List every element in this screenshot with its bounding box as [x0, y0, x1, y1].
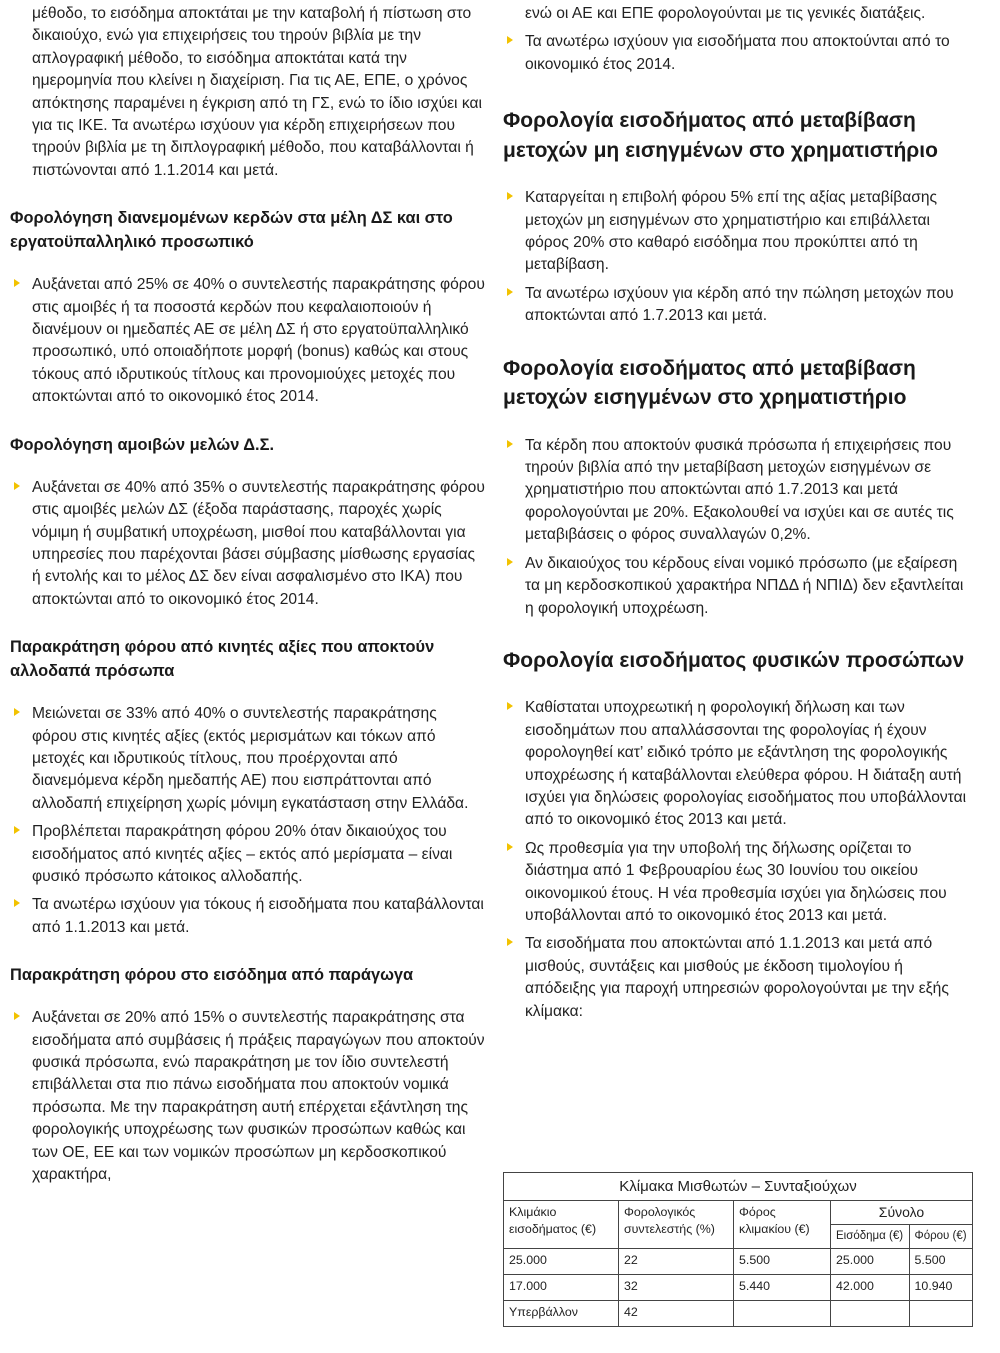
section-heading-individuals: Φορολογία εισοδήματος φυσικών προσώπων: [503, 648, 965, 672]
col-header-bracket: Κλιμάκιο εισοδήματος (€): [504, 1201, 619, 1249]
cell-bracket-tax: 5.500: [734, 1249, 831, 1275]
section-heading-board-fees: Φορολόγηση αμοιβών μελών Δ.Σ.: [10, 435, 274, 454]
col-header-bracket-tax: Φόρος κλιμακίου (€): [734, 1201, 831, 1249]
list-item: Αυξάνεται από 25% σε 40% ο συντελεστής παρακράτησης φόρου στις αμοιβές ή τα ποσοστά κερδών που κεφαλαιοποιούν ή διανέμουν οι ημεδαπές ΑΕ σε μέλη ΔΣ ή στο εργατοϋπαλληλικό προσωπικό, υπό οποιαδήποτε μορφή (bonus) καθώς και στους τόκους από ιδρυτικούς τίτλους και προνομιούχες μετοχές που αποκτώνται από το οικονομικό έτος 2014.: [10, 274, 485, 408]
list-item: Καταργείται η επιβολή φόρου 5% επί της αξίας μεταβίβασης μετοχών μη εισηγμένων στο χρηματιστήριο και επιβάλλεται φόρος 20% στο καθαρό εισόδημα που προκύπτει από τη μεταβίβαση.: [503, 187, 971, 277]
table-row: [504, 1249, 973, 1275]
list-item: Αυξάνεται σε 20% από 15% ο συντελεστής παρακράτησης στα εισοδήματα από συμβάσεις ή πράξεις παραγώγων που αποκτούν φυσικά πρόσωπα, ενώ παρακράτηση με τον ίδιο συντελεστή επιβάλλεται στα πιο πάνω εισοδήματα που αποκτούν νομικά πρόσωπα. Με την παρακράτηση αυτή επέρχεται εξάντληση της φορολογικής υποχρέωσης των φυσικών προσώπων καθώς και των ΟΕ, ΕΕ και των νομικών προσώπων μη κερδοσκοπικού χαρακτήρα,: [10, 1007, 485, 1186]
bullet-list-derivatives: [10, 1007, 485, 1186]
table-row: [504, 1301, 973, 1327]
cell-bracket: Υπερβάλλον: [504, 1301, 619, 1327]
right-column: [503, 0, 971, 1029]
cell-total-tax: 10.940: [909, 1275, 972, 1301]
table-row: [504, 1275, 973, 1301]
list-item: Προβλέπεται παρακράτηση φόρου 20% όταν δικαιούχος του εισοδήματος από κινητές αξίες – εκτός από μερίσματα – είναι φυσικό πρόσωπο κάτοικος αλλοδαπής.: [10, 821, 485, 888]
col-header-total: Σύνολο: [831, 1201, 973, 1225]
bullet-list-board-fees: [10, 477, 485, 611]
list-item: Τα εισοδήματα που αποκτώνται από 1.1.2013 και μετά από μισθούς, συντάξεις και μισθούς με έκδοση τιμολογίου ή απόδειξης για παροχή υπηρεσιών φορολογούνται με την εξής κλίμακα:: [503, 933, 971, 1023]
intro-paragraph-left: μέθοδο, το εισόδημα αποκτάται με την καταβολή ή πίστωση στο δικαιούχο, ενώ για επιχειρήσεις του τηρούν βιβλία με την απλογραφική μέθοδο, το εισόδημα αποκτάται κατά την ημερομηνία που κλείνει η διαχείριση. Για τις ΑΕ, ΕΠΕ, ο χρόνος απόκτησης παραμένει η έγκριση από τη ΓΣ, ενώ το ίδιο ισχύει και για τις ΙΚΕ. Τα ανωτέρω ισχύουν για κέρδη επιχειρήσεων που τηρούν βιβλία με τη διπλογραφική μέθοδο, που καταβάλλονται ή πιστώνονται από 1.1.2014 και μετά.: [32, 5, 482, 179]
section-heading-unlisted-shares: Φορολογία εισοδήματος από μεταβίβαση μετοχών μη εισηγμένων στο χρηματιστήριο: [503, 109, 938, 162]
bullet-list-listed-shares: [503, 435, 971, 620]
section-heading-securities-foreign: Παρακράτηση φόρου από κινητές αξίες που αποκτούν αλλοδαπά πρόσωπα: [10, 638, 435, 681]
cell-total-tax: [909, 1301, 972, 1327]
list-item: Μειώνεται σε 33% από 40% ο συντελεστής παρακράτησης φόρου στις κινητές αξίες (εκτός μερισμάτων και τόκων από μετοχές και ιδρυτικούς τίτλους, που προέρχονται από διανεμόμενα κέρδη ημεδαπής ΑΕ) που εισπράττονται από αλλοδαπή επιχείρηση χωρίς μόνιμη εγκατάσταση στην Ελλάδα.: [10, 703, 485, 815]
tax-scale-table-wrap: [503, 1172, 973, 1327]
section-heading-board-profits: Φορολόγηση διανεμομένων κερδών στα μέλη ΔΣ και στο εργατοϋπαλληλικό προσωπικό: [10, 209, 453, 252]
bullet-list-board-profits: [10, 274, 485, 408]
cell-bracket-tax: [734, 1301, 831, 1327]
list-item: Τα ανωτέρω ισχύουν για κέρδη από την πώληση μετοχών που αποκτώνται από 1.7.2013 και μετά.: [503, 283, 971, 328]
list-item: Τα ανωτέρω ισχύουν για τόκους ή εισοδήματα που καταβάλλονται από 1.1.2013 και μετά.: [10, 894, 485, 939]
col-header-rate: Φορολογικός συντελεστής (%): [619, 1201, 734, 1249]
bullet-list-individuals: [503, 697, 971, 1023]
cell-total-income: 42.000: [831, 1275, 910, 1301]
bullet-list-intro-right: [503, 31, 971, 76]
cell-bracket-tax: 5.440: [734, 1275, 831, 1301]
section-heading-derivatives: Παρακράτηση φόρου στο εισόδημα από παράγωγα: [10, 966, 414, 985]
cell-bracket: 25.000: [504, 1249, 619, 1275]
cell-bracket: 17.000: [504, 1275, 619, 1301]
col-header-total-tax: Φόρου (€): [909, 1225, 972, 1249]
intro-paragraph-right: ενώ οι ΑΕ και ΕΠΕ φορολογούνται με τις γενικές διατάξεις.: [525, 5, 926, 22]
table-caption: Κλίμακα Μισθωτών – Συνταξιούχων: [504, 1173, 973, 1201]
tax-scale-table: [503, 1172, 973, 1327]
col-header-total-income: Εισόδημα (€): [831, 1225, 910, 1249]
cell-rate: 42: [619, 1301, 734, 1327]
bullet-list-unlisted-shares: [503, 187, 971, 327]
list-item: Τα ανωτέρω ισχύουν για εισοδήματα που αποκτούνται από το οικονομικό έτος 2014.: [503, 31, 971, 76]
list-item: Αν δικαιούχος του κέρδους είναι νομικό πρόσωπο (με εξαίρεση τα μη κερδοσκοπικού χαρακτήρα ΝΠΔΔ ή ΝΠΙΔ) δεν εξαντλείται η φορολογική υποχρέωση.: [503, 553, 971, 620]
bullet-list-securities-foreign: [10, 703, 485, 939]
left-column: [10, 0, 485, 1192]
list-item: Καθίσταται υποχρεωτική η φορολογική δήλωση και των εισοδημάτων που απαλλάσσονται της φορολογίας ή έχουν φορολογηθεί κατ’ ειδικό τρόπο με εξάντληση της φορολογικής υποχρέωσης ή καταβάλλονται ελεύθερα φόρου. Η διάταξη αυτή ισχύει για δηλώσεις φορολογίας εισοδήματος που υποβάλλονται από το οικονομικό έτος 2013 και μετά.: [503, 697, 971, 831]
cell-total-income: [831, 1301, 910, 1327]
list-item: Τα κέρδη που αποκτούν φυσικά πρόσωπα ή επιχειρήσεις που τηρούν βιβλία από την μεταβίβαση μετοχών εισηγμένων σε χρηματιστήριο που αποκτώνται από 1.7.2013 και μετά φορολογούνται με 20%. Εξακολουθεί να ισχύει και σε αυτές τις μεταβιβάσεις ο φόρος συναλλαγών 0,2%.: [503, 435, 971, 547]
section-heading-listed-shares: Φορολογία εισοδήματος από μεταβίβαση μετοχών εισηγμένων στο χρηματιστήριο: [503, 356, 916, 410]
cell-rate: 22: [619, 1249, 734, 1275]
cell-total-income: 25.000: [831, 1249, 910, 1275]
cell-rate: 32: [619, 1275, 734, 1301]
list-item: Ως προθεσμία για την υποβολή της δήλωσης ορίζεται το διάστημα από 1 Φεβρουαρίου έως 30 Ιουνίου του οικείου οικονομικού έτους. Η νέα προθεσμία ισχύει για δηλώσεις που υποβάλλονται από το οικονομικό έτος 2013 και μετά.: [503, 838, 971, 928]
cell-total-tax: 5.500: [909, 1249, 972, 1275]
list-item: Αυξάνεται σε 40% από 35% ο συντελεστής παρακράτησης φόρου στις αμοιβές μελών ΔΣ (έξοδα παράστασης, παροχές χωρίς νόμιμη ή συμβατική υποχρέωση, μισθοί που καταβάλλονται για υπηρεσίες που παρέχονται βάσει σύμβασης μίσθωσης εργασίας ή εντολής και το μέλος ΔΣ δεν είναι ασφαλισμένο στο ΙΚΑ) που αποκτώνται από το οικονομικό έτος 2014.: [10, 477, 485, 611]
